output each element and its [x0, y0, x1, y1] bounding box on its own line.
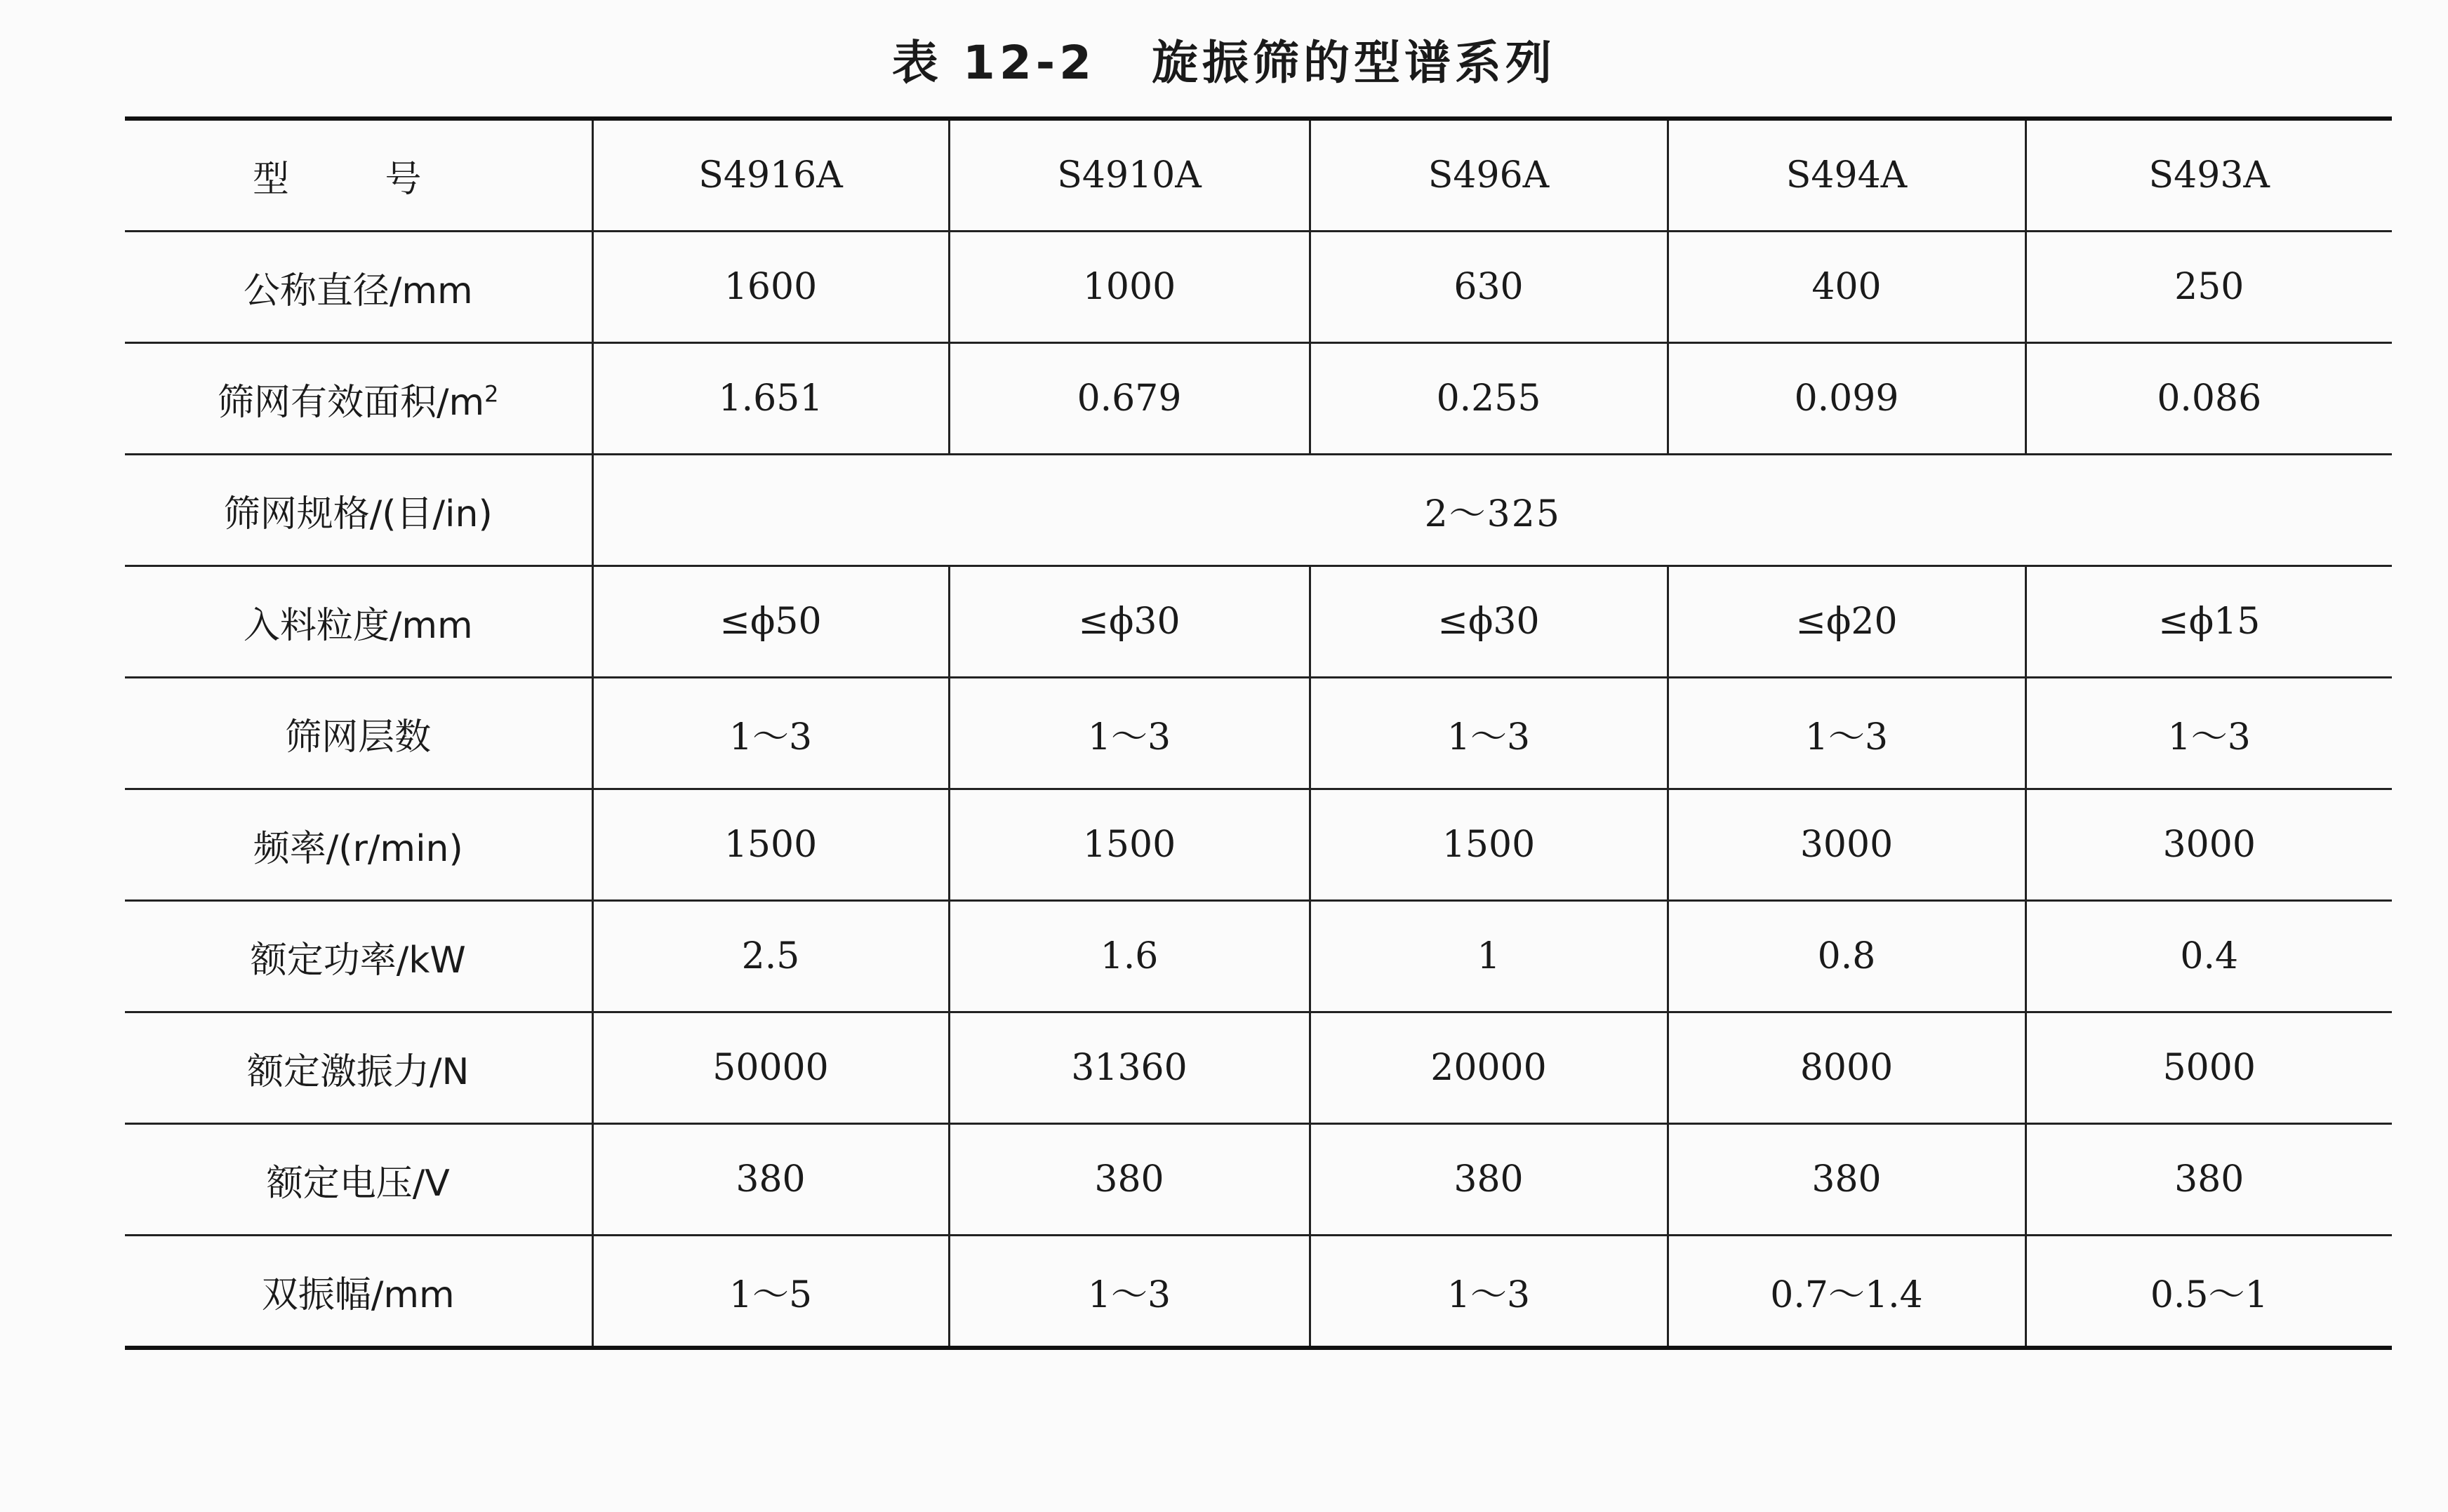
- table-cell: 1～5: [592, 1236, 949, 1349]
- table-cell: 5000: [2025, 1012, 2392, 1124]
- table-number: 表 12-2: [891, 36, 1096, 90]
- row-label-superscript: 2: [484, 380, 499, 408]
- table-cell: ≤ϕ30: [1310, 566, 1668, 678]
- table-cell: 380: [2025, 1124, 2392, 1236]
- table-cell: 1～3: [949, 678, 1310, 789]
- table-cell: 2.5: [592, 901, 949, 1012]
- table-row: [125, 1124, 2392, 1236]
- table-cell: 1～3: [949, 1236, 1310, 1349]
- row-label: 额定电压/V: [125, 1124, 592, 1236]
- row-label: 筛网层数: [125, 678, 592, 789]
- table-cell: 400: [1668, 232, 2025, 343]
- table-cell: 8000: [1668, 1012, 2025, 1124]
- table-cell: 1～3: [1668, 678, 2025, 789]
- table-cell: ≤ϕ15: [2025, 566, 2392, 678]
- row-label: 额定激振力/N: [125, 1012, 592, 1124]
- table-cell: 250: [2025, 232, 2392, 343]
- table-header-row: [125, 119, 2392, 232]
- header-label: 型 号: [252, 158, 464, 201]
- table-row: [125, 901, 2392, 1012]
- row-label-text: 筛网有效面积/m: [217, 381, 485, 424]
- table-row: [125, 455, 2392, 566]
- table-cell: 1000: [949, 232, 1310, 343]
- table-cell: 1500: [1310, 789, 1668, 901]
- table-row: [125, 1236, 2392, 1349]
- table-cell: 1～3: [1310, 678, 1668, 789]
- table-cell: 1500: [592, 789, 949, 901]
- table-row: [125, 566, 2392, 678]
- row-label: 公称直径/mm: [125, 232, 592, 343]
- table-cell: 630: [1310, 232, 1668, 343]
- header-model: S4916A: [592, 119, 949, 232]
- table-cell: ≤ϕ50: [592, 566, 949, 678]
- merged-cell: 2～325: [592, 455, 2392, 566]
- table-row: [125, 343, 2392, 455]
- table-cell: 1500: [949, 789, 1310, 901]
- row-label: 频率/(r/min): [125, 789, 592, 901]
- header-model: S493A: [2025, 119, 2392, 232]
- table-cell: 3000: [1668, 789, 2025, 901]
- table-cell: 0.7～1.4: [1668, 1236, 2025, 1349]
- table-cell: 380: [1668, 1124, 2025, 1236]
- table-cell: 50000: [592, 1012, 949, 1124]
- table-cell: 1～3: [1310, 1236, 1668, 1349]
- table-cell: 31360: [949, 1012, 1310, 1124]
- row-label: 入料粒度/mm: [125, 566, 592, 678]
- table-row: [125, 232, 2392, 343]
- row-label: 筛网规格/(目/in): [125, 455, 592, 566]
- table-cell: 1～3: [2025, 678, 2392, 789]
- table-cell: ≤ϕ30: [949, 566, 1310, 678]
- table-cell: 380: [949, 1124, 1310, 1236]
- table-cell: 380: [592, 1124, 949, 1236]
- header-model: S496A: [1310, 119, 1668, 232]
- table-cell: 0.255: [1310, 343, 1668, 455]
- spec-table: [125, 116, 2392, 1350]
- table-cell: 1600: [592, 232, 949, 343]
- header-model: S494A: [1668, 119, 2025, 232]
- table-cell: 1～3: [592, 678, 949, 789]
- table-cell: 20000: [1310, 1012, 1668, 1124]
- table-row: [125, 1012, 2392, 1124]
- table-cell: ≤ϕ20: [1668, 566, 2025, 678]
- row-label: 额定功率/kW: [125, 901, 592, 1012]
- table-cell: 3000: [2025, 789, 2392, 901]
- table-cell: 0.679: [949, 343, 1310, 455]
- table-cell: 0.086: [2025, 343, 2392, 455]
- table-row: [125, 789, 2392, 901]
- table-cell: 1.6: [949, 901, 1310, 1012]
- table-cell: 0.099: [1668, 343, 2025, 455]
- row-label: 双振幅/mm: [125, 1236, 592, 1349]
- header-model: S4910A: [949, 119, 1310, 232]
- table-cell: 0.5～1: [2025, 1236, 2392, 1349]
- table-cell: 1.651: [592, 343, 949, 455]
- table-cell: 0.8: [1668, 901, 2025, 1012]
- table-caption: [0, 28, 2448, 98]
- table-cell: 1: [1310, 901, 1668, 1012]
- table-cell: 380: [1310, 1124, 1668, 1236]
- row-label: [125, 343, 592, 455]
- table-cell: 0.4: [2025, 901, 2392, 1012]
- table-title: 旋振筛的型谱系列: [1152, 36, 1557, 90]
- table-row: [125, 678, 2392, 789]
